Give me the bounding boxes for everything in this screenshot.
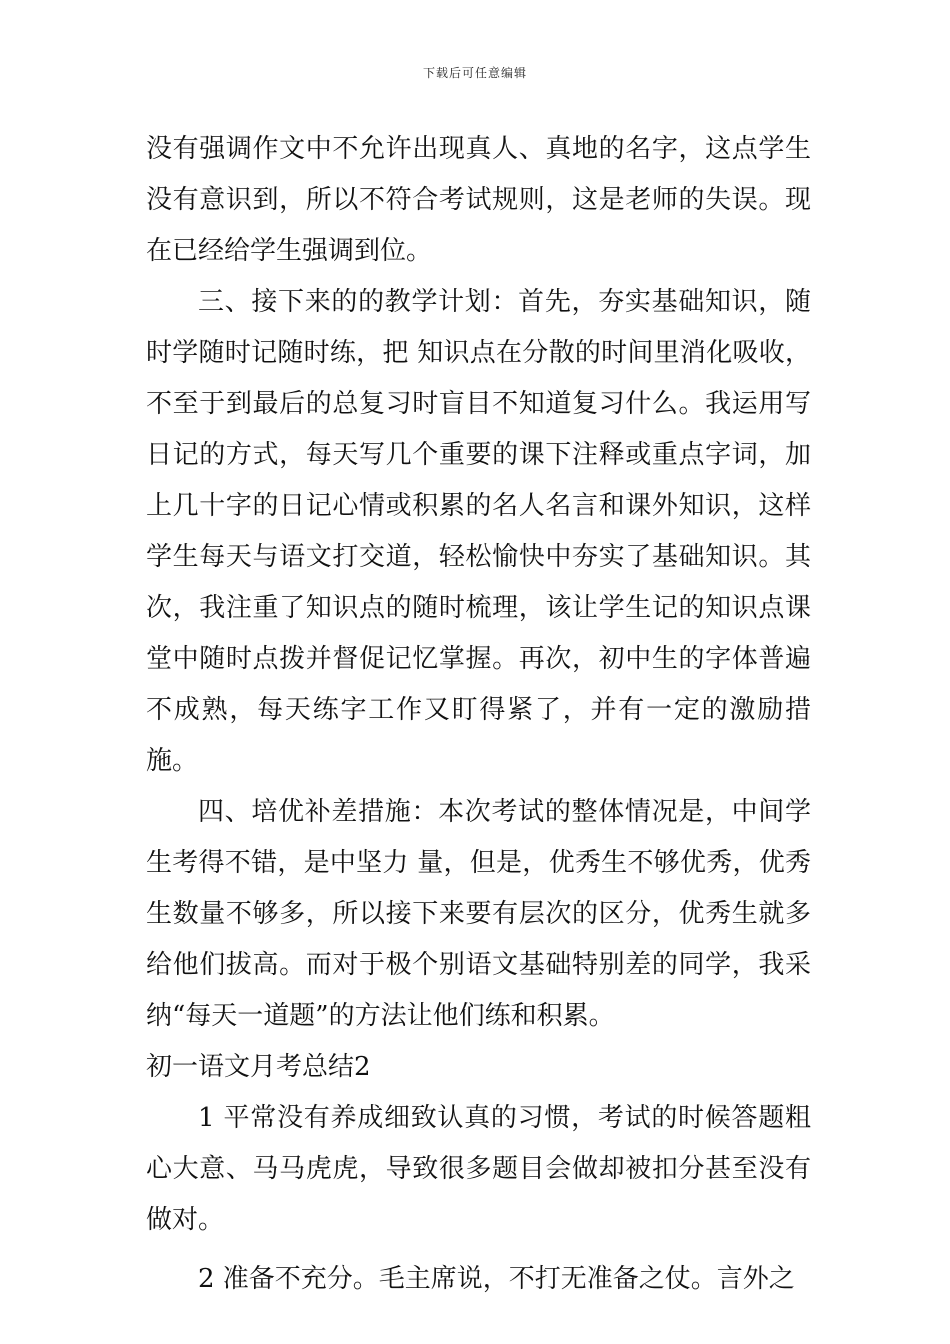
paragraph-improvement-measures: 四、培优补差措施：本次考试的整体情况是，中间学生考得不错，是中坚力 量，但是，优秀生不够优秀，优秀生数量不够多，所以接下来要有层次的区分，优秀生就多给他们拔高。而对于极个别语文基础特别差的同学，我采纳“每天一道题”的方法让他们练和积累。 bbox=[146, 797, 811, 1031]
paragraph-item-2: 2 准备不充分。毛主席说，不打无准备之仗。言外之 bbox=[198, 1264, 795, 1294]
paragraph-1: 没有强调作文中不允许出现真人、真地的名字，这点学生没有意识到，所以不符合考试规则，这是老师的失误。现在已经给学生强调到位。 bbox=[146, 134, 811, 266]
paragraph-teaching-plan: 三、接下来的的教学计划：首先，夯实基础知识，随时学随时记随时练，把 知识点在分散的时间里消化吸收，不至于到最后的总复习时盲目不知道复习什么。我运用写日记的方式，每天写几个重要的课下注释或重点字词，加上几十字的日记心情或积累的名人名言和课外知识，这样学生每天与语文打交道，轻松愉快中夯实了基础知识。其次，我注重了知识点的随时梳理，该让学生记的知识点课堂中随时点拨并督促记忆掌握。再次，初中生的字体普遍不成熟，每天练字工作又盯得紧了，并有一定的激励措施。 bbox=[146, 287, 811, 776]
section-title: 初一语文月考总结2 bbox=[146, 1052, 371, 1082]
document-body bbox=[146, 124, 811, 1305]
page-header-note: 下载后可任意编辑 bbox=[422, 66, 527, 80]
paragraph-item-1: 1 平常没有养成细致认真的习惯，考试的时候答题粗心大意、马马虎虎，导致很多题目会做却被扣分甚至没有做对。 bbox=[146, 1103, 811, 1235]
